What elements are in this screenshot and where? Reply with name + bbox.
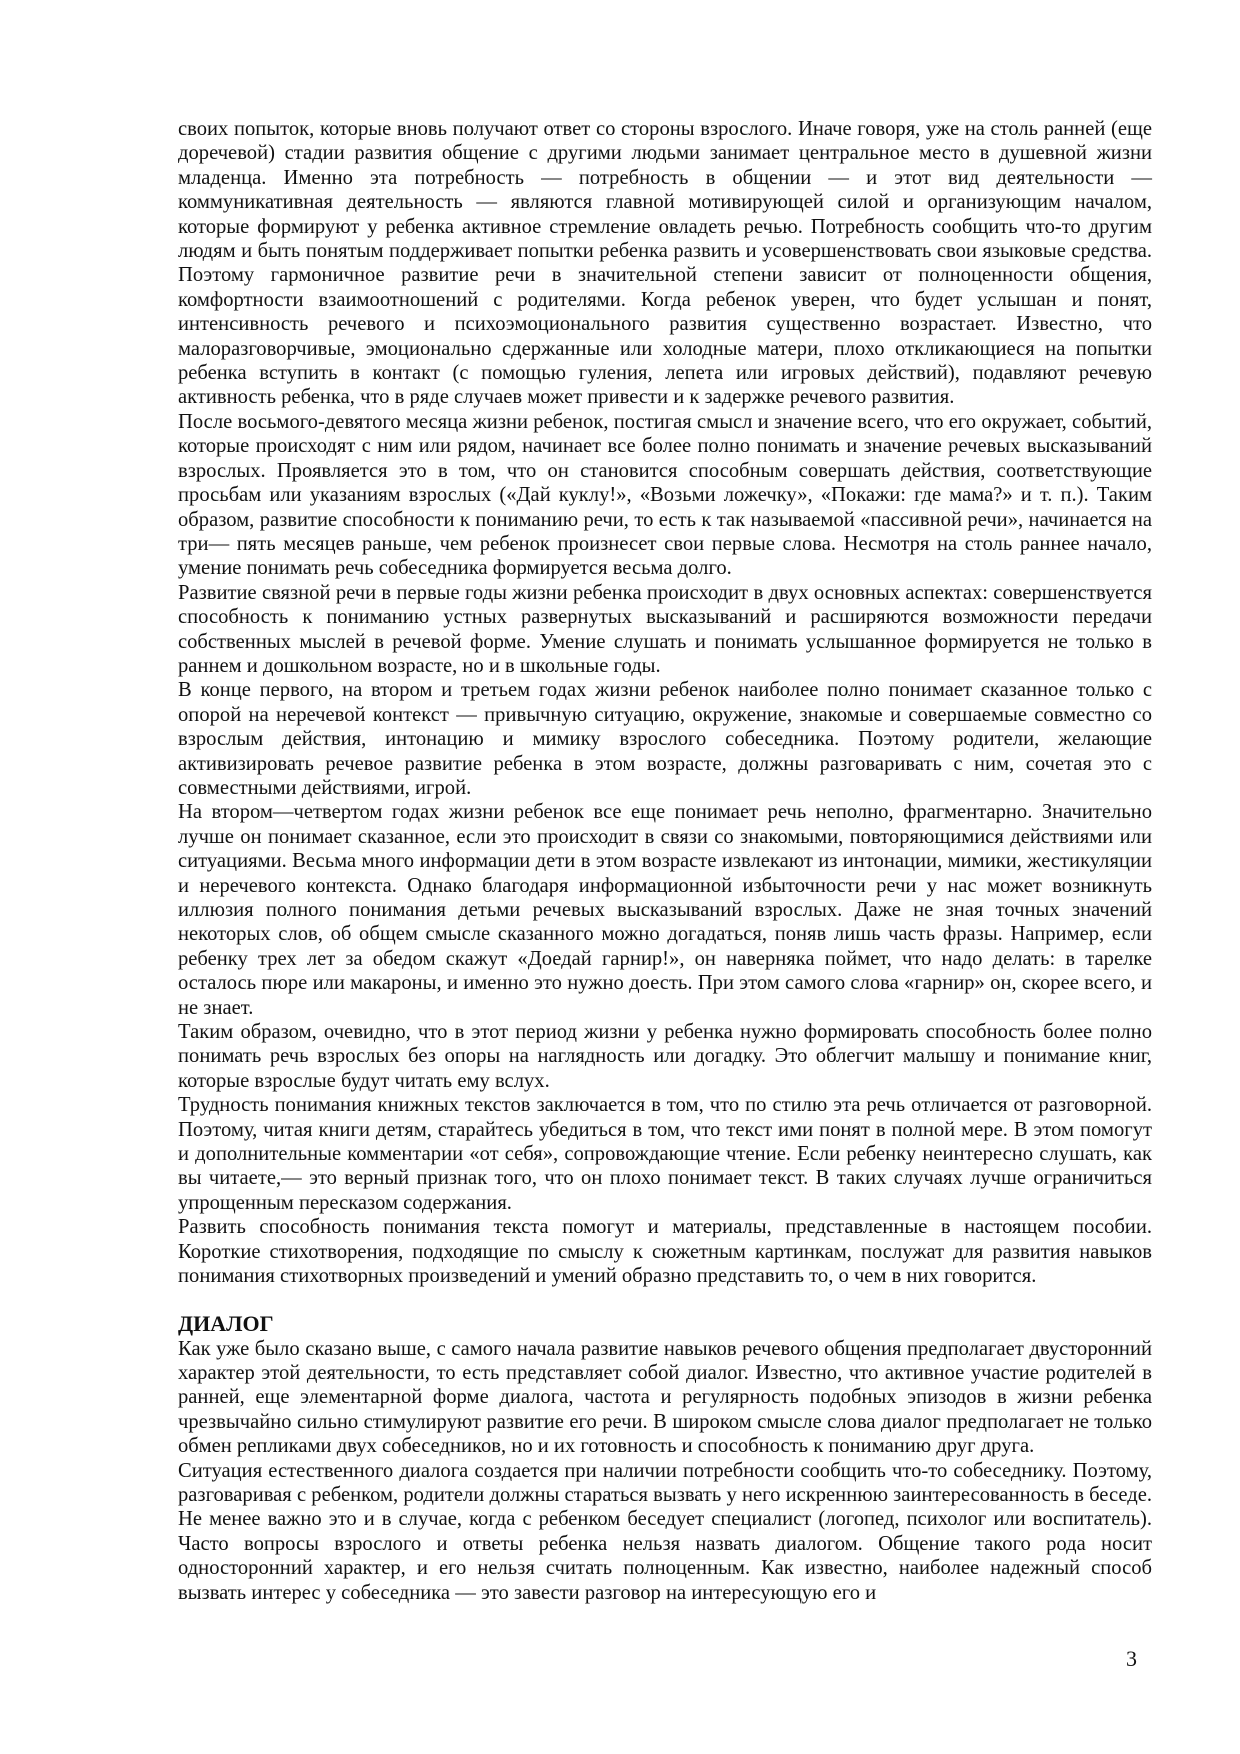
paragraph: В конце первого, на втором и третьем годах жизни ребенок наиболее полно понимает сказанное только с опорой на неречевой контекст — привычную ситуацию, окружение, знакомые и совершаемые совместно со взрослым действия, интонацию и мимику взрослого собеседника. Поэтому родители, желающие активизировать речевое развитие ребенка в этом возрасте, должны разговаривать с ним, сочетая это с совместными действиями, игрой. — [178, 679, 1152, 799]
paragraph: После восьмого-девятого месяца жизни ребенок, постигая смысл и значение всего, что его окружает, событий, которые происходят с ним или рядом, начинает все более полно понимать и значение речевых высказываний взрослых. Проявляется это в том, что он становится способным совершать действия, соответствующие просьбам или указаниям взрослых («Дай куклу!», «Возьми ложечку», «Покажи: где мама?» и т. п.). Таким образом, развитие способности к пониманию речи, то есть к так называемой «пассивной речи», начинается на три— пять месяцев раньше, чем ребенок произнесет свои первые слова. Несмотря на столь раннее начало, умение понимать речь собеседника формируется весьма долго. — [178, 410, 1152, 580]
paragraph: Развить способность понимания текста помогут и материалы, представленные в настоящем пособии. Короткие стихотворения, подходящие по смыслу к сюжетным картинкам, послужат для развития навыков понимания стихотворных произведений и умений образно представить то, о чем в них говорится. — [178, 1216, 1152, 1288]
paragraph: Развитие связной речи в первые годы жизни ребенка происходит в двух основных аспектах: совершенствуется способность к пониманию устных развернутых высказываний и расширяются возможности передачи собственных мыслей в речевой форме. Умение слушать и понимать услышанное формируется не только в раннем и дошкольном возрасте, но и в школьные годы. — [178, 581, 1152, 677]
paragraph: Трудность понимания книжных текстов заключается в том, что по стилю эта речь отличается от разговорной. Поэтому, читая книги детям, старайтесь убедиться в том, что текст ими понят в полной мере. В этом помогут и дополнительные комментарии «от себя», сопровождающие чтение. Если ребенку неинтересно слушать, как вы читаете,— это верный признак того, что он плохо понимает текст. В таких случаях лучше ограничиться упрощенным пересказом содержания. — [178, 1094, 1152, 1214]
paragraph: На втором—четвертом годах жизни ребенок все еще понимает речь неполно, фрагментарно. Значительно лучше он понимает сказанное, если это происходит в связи со знакомыми, повторяющимися действиями или ситуациями. Весьма много информации дети в этом возрасте извлекают из интонации, мимики, жестикуляции и неречевого контекста. Однако благодаря информационной избыточности речи у нас может возникнуть иллюзия полного понимания детьми речевых высказываний взрослых. Даже не зная точных значений некоторых слов, об общем смысле сказанного можно догадаться, поняв лишь часть фразы. Например, если ребенку трех лет за обедом скажут «Доедай гарнир!», он наверняка поймет, что надо делать: в тарелке осталось пюре или макароны, и именно это нужно доесть. При этом самого слова «гарнир» он, скорее всего, и не знает. — [178, 801, 1152, 1019]
page-number: 3 — [1126, 1646, 1137, 1671]
paragraph: своих попыток, которые вновь получают ответ со стороны взрослого. Иначе говоря, уже на столь ранней (еще доречевой) стадии развития общение с другими людьми занимает центральное место в душевной жизни младенца. Именно эта потребность — потребность в общении — и этот вид деятельности — коммуникативная деятельность — являются главной мотивирующей силой и организующим началом, которые формируют у ребенка активное стремление овладеть речью. Потребность сообщить что-то другим людям и быть понятым поддерживает попытки ребенка развить и усовершенствовать свои языковые средства. Поэтому гармоничное развитие речи в значительной степени зависит от полноценности общения, комфортности взаимоотношений с родителями. Когда ребенок уверен, что будет услышан и понят, интенсивность речевого и психоэмоционального развития существенно возрастает. Известно, что малоразговорчивые, эмоционально сдержанные или холодные матери, плохо откликающиеся на попытки ребенка вступить в контакт (с помощью гуления, лепета или игровых действий), подавляют речевую активность ребенка, что в ряде случаев может привести и к задержке речевого развития. — [178, 118, 1152, 409]
paragraph: Таким образом, очевидно, что в этот период жизни у ребенка нужно формировать способность более полно понимать речь взрослых без опоры на наглядность или догадку. Это облегчит малышу и понимание книг, которые взрослые будут читать ему вслух. — [178, 1021, 1152, 1092]
paragraph: Как уже было сказано выше, с самого начала развитие навыков речевого общения предполагает двусторонний характер этой деятельности, то есть представляет собой диалог. Известно, что активное участие родителей в ранней, еще элементарной форме диалога, частота и регулярность подобных эпизодов в жизни ребенка чрезвычайно сильно стимулируют развитие его речи. В широком смысле слова диалог предполагает не только обмен репликами двух собеседников, но и их готовность и способность к пониманию друг друга. — [178, 1337, 1152, 1458]
paragraph: Ситуация естественного диалога создается при наличии потребности сообщить что-то собеседнику. Поэтому, разговаривая с ребенком, родители должны стараться вызвать у него искреннюю заинтересованность в беседе. Не менее важно это и в случае, когда с ребенком беседует специалист (логопед, психолог или воспитатель). Часто вопросы взрослого и ответы ребенка нельзя назвать диалогом. Общение такого рода носит односторонний характер, и его нельзя считать полноценным. Как известно, наиболее надежный способ вызвать интерес у собеседника — это завести разговор на интересующую его и — [178, 1459, 1152, 1604]
page-body — [178, 117, 1152, 1605]
section-heading: ДИАЛОГ — [178, 1310, 274, 1336]
